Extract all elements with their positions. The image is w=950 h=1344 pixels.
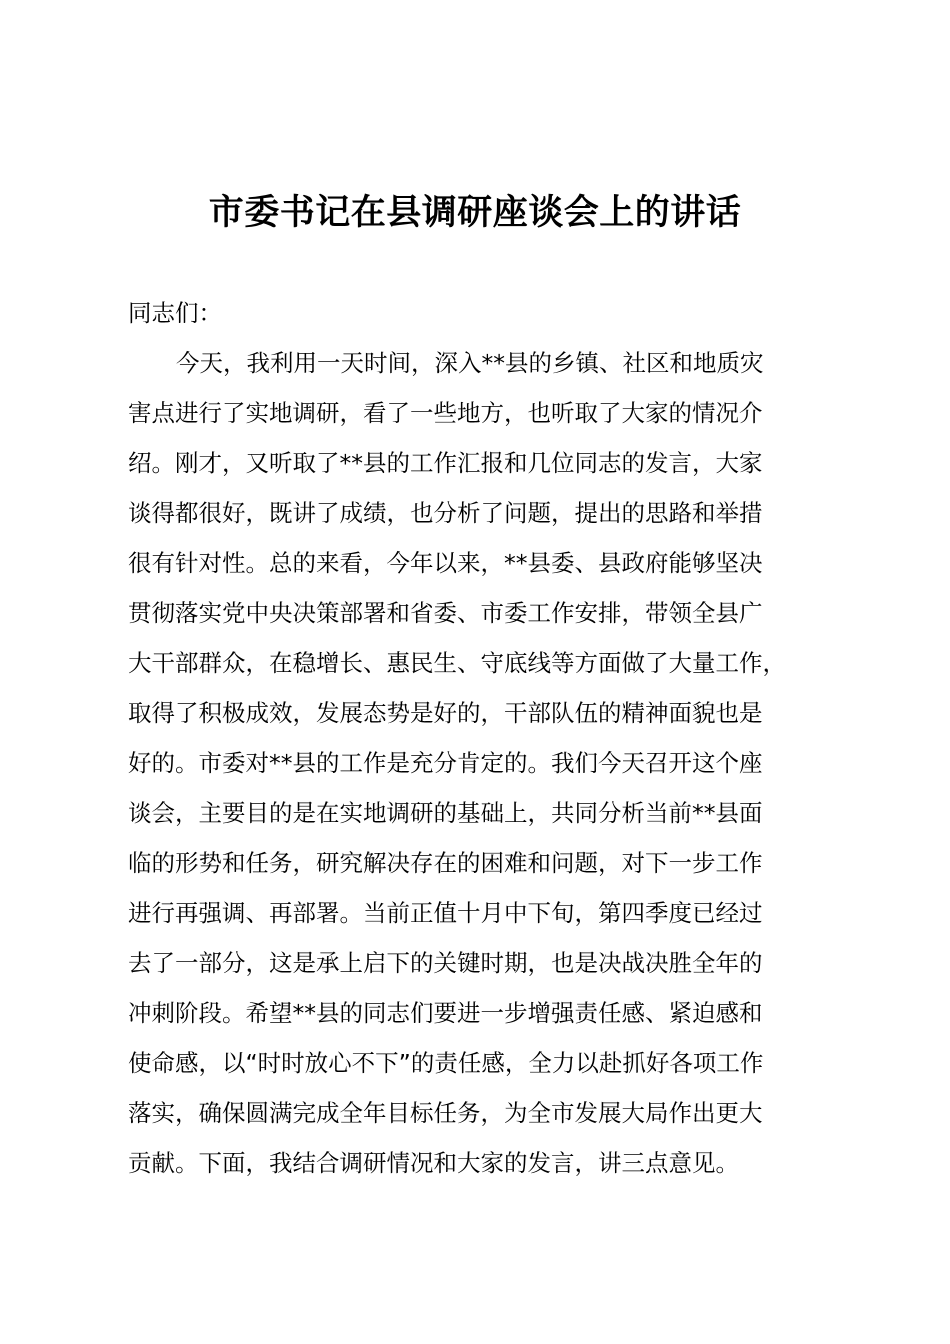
paragraph-line: 贡献。下面，我结合调研情况和大家的发言，讲三点意见。: [128, 1149, 739, 1177]
document-body: [128, 288, 848, 1188]
paragraph-line: 取得了积极成效，发展态势是好的，干部队伍的精神面貌也是: [128, 699, 763, 727]
paragraph-line: 进行再强调、再部署。当前正值十月中下旬，第四季度已经过: [128, 899, 763, 927]
paragraph-line: 很有针对性。总的来看，今年以来，**县委、县政府能够坚决: [128, 549, 763, 577]
paragraph-line: 谈会，主要目的是在实地调研的基础上，共同分析当前**县面: [128, 799, 763, 827]
paragraph-line: 绍。刚才，又听取了**县的工作汇报和几位同志的发言，大家: [128, 449, 763, 477]
paragraph-line: 冲刺阶段。希望**县的同志们要进一步增强责任感、紧迫感和: [128, 999, 763, 1027]
document-title: 市委书记在县调研座谈会上的讲话: [208, 192, 742, 233]
paragraph-line: 使命感，以“时时放心不下”的责任感，全力以赴抓好各项工作: [128, 1049, 764, 1077]
paragraph-line: 去了一部分，这是承上启下的关键时期，也是决战决胜全年的: [128, 949, 763, 977]
salutation: 同志们：: [128, 299, 222, 327]
paragraph-line: 落实，确保圆满完成全年目标任务，为全市发展大局作出更大: [128, 1099, 763, 1127]
paragraph-line: 谈得都很好，既讲了成绩，也分析了问题，提出的思路和举措: [128, 499, 763, 527]
paragraph: [128, 338, 848, 1188]
paragraph-line: 好的。市委对**县的工作是充分肯定的。我们今天召开这个座: [128, 749, 763, 777]
paragraph-line: 临的形势和任务，研究解决存在的困难和问题，对下一步工作: [128, 849, 763, 877]
paragraph-line: 贯彻落实党中央决策部署和省委、市委工作安排，带领全县广: [128, 599, 763, 627]
paragraph-line: 今天，我利用一天时间，深入**县的乡镇、社区和地质灾: [176, 349, 764, 377]
paragraph-line: 大干部群众，在稳增长、惠民生、守底线等方面做了大量工作，: [128, 649, 786, 677]
paragraph-line: 害点进行了实地调研，看了一些地方，也听取了大家的情况介: [128, 399, 763, 427]
